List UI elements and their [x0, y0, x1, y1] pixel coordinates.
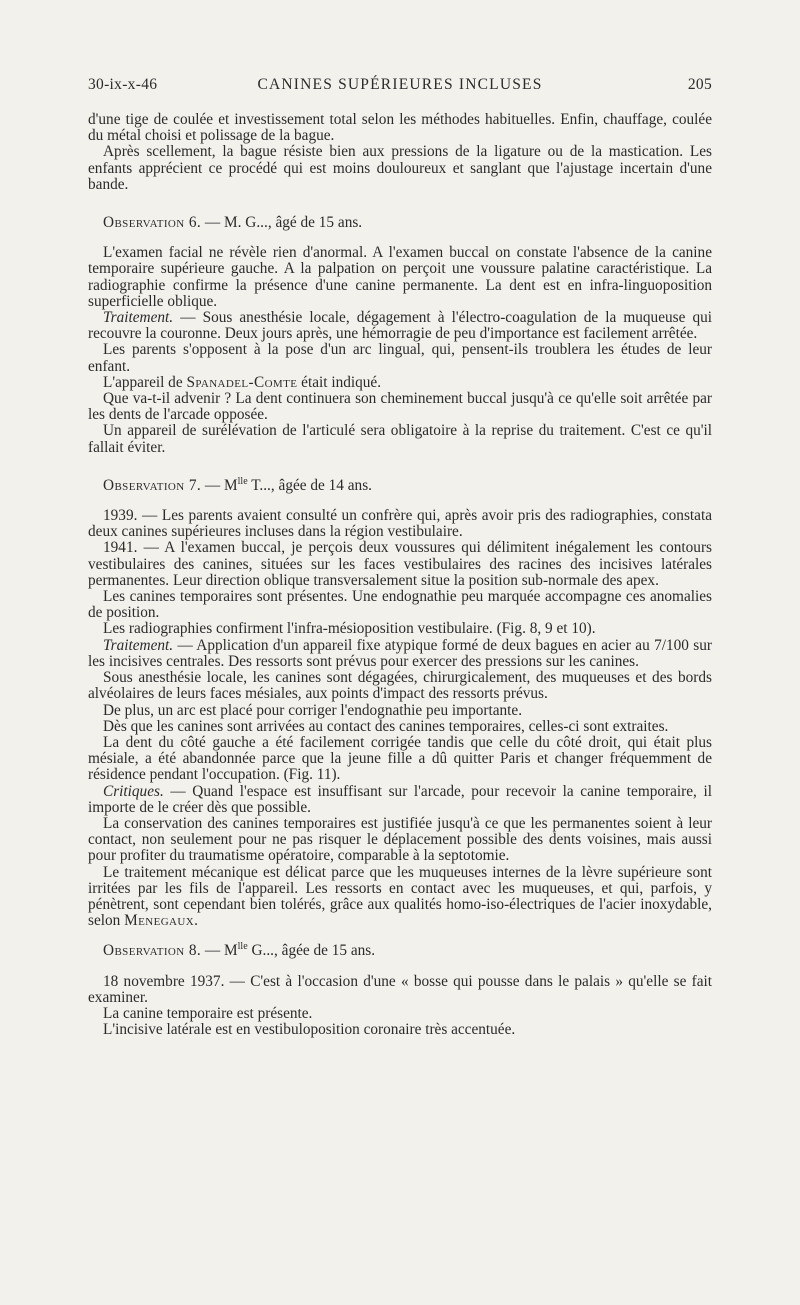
page-number: 205: [687, 76, 712, 93]
paragraph: Les radiographies confirment l'infra-mésioposition vestibulaire. (Fig. 8, 9 et 10).: [103, 620, 596, 638]
paragraph: Sous anesthésie locale, les canines sont dégagées, chirurgicalement, des muqueuses et des bords alvéolaires de leurs faces mésiales, aux points d'impact des ressorts prévus.: [88, 669, 712, 703]
observation-heading: Observation 8. — $M^{lle}$ G..., âgée de 15 ans.: [103, 941, 376, 960]
observation-heading: Observation 7. — $M^{lle}$ T..., âgée de 14 ans.: [103, 475, 372, 494]
author-name: Spanadel-Comte: [186, 373, 298, 391]
paragraph: Que va-t-il advenir ? La dent continuera son cheminement buccal jusqu'à ce qu'elle soit arrêtée par les dents de l'arcade opposée.: [88, 390, 712, 424]
paragraph: Un appareil de surélévation de l'articulé sera obligatoire à la reprise du traitement. C'est ce qu'il fallait éviter.: [88, 422, 712, 456]
paragraph: L'appareil de Spanadel-Comte était indiqué.: [103, 373, 382, 391]
paragraph: 1939. — Les parents avaient consulté un confrère qui, après avoir pris des radiographies, constata deux canines supérieures incluses dans la région vestibulaire.: [88, 507, 712, 541]
running-header: [88, 72, 712, 98]
treatment-label: Traitement.: [103, 309, 174, 327]
paragraph: Les parents s'opposent à la pose d'un arc lingual, qui, pensent-ils troublera les études de leur enfant.: [88, 341, 712, 375]
paragraph: De plus, un arc est placé pour corriger l'endognathie peu importante.: [103, 701, 523, 719]
paragraph: La dent du côté gauche a été facilement corrigée tandis que celle du côté droit, qui était plus mésiale, a été abandonnée parce que la jeune fille a dû quitter Paris et changer fréquemment de résidence pendant l'occupation. (Fig. 11).: [88, 733, 712, 784]
paragraph: d'une tige de coulée et investissement total selon les méthodes habituelles. Enfin, chauffage, coulée du métal choisi et polissage de la bague.: [88, 111, 712, 145]
paragraph: Critiques. — Quand l'espace est insuffisant sur l'arcade, pour recevoir la canine temporaire, il importe de le créer dès que possible.: [88, 782, 712, 816]
header-date: 30-ix-x-46: [88, 76, 158, 93]
paragraph: L'incisive latérale est en vestibuloposition coronaire très accentuée.: [103, 1021, 516, 1039]
paragraph: 18 novembre 1937. — C'est à l'occasion d'une « bosse qui pousse dans le palais » qu'elle se fait examiner.: [88, 972, 712, 1006]
paragraph: Traitement. — Application d'un appareil fixe atypique formé de deux bagues en acier au 7/100 sur les incisives centrales. Des ressorts sont prévus pour exercer des pressions sur les canines.: [88, 636, 712, 670]
author-name: Menegaux: [124, 912, 195, 930]
observation-heading: Observation 6. — M. G..., âgé de 15 ans.: [103, 214, 363, 232]
paragraph: Dès que les canines sont arrivées au contact des canines temporaires, celles-ci sont extraites.: [103, 717, 669, 735]
paragraph: Traitement. — Sous anesthésie locale, dégagement à l'électro-coagulation de la muqueuse qui recouvre la couronne. Deux jours après, une hémorragie de peu d'importance est facilement arrêtée.: [88, 309, 712, 343]
paragraph: Après scellement, la bague résiste bien aux pressions de la ligature ou de la mastication. Les enfants apprécient ce procédé qui est moins douloureux et sanglant que l'ajustage incertain d'une bande.: [88, 143, 712, 193]
paragraph: La conservation des canines temporaires est justifiée jusqu'à ce que les permanentes soient à leur contact, non seulement pour ne pas risquer le déplacement possible des dents voisines, mais aussi pour profiter du traumatisme opératoire, comparable à la septotomie.: [88, 814, 712, 865]
paragraph: La canine temporaire est présente.: [103, 1004, 313, 1022]
paragraph: L'examen facial ne révèle rien d'anormal. A l'examen buccal on constate l'absence de la canine temporaire supérieure gauche. A la palpation on perçoit une voussure palatine caractéristique. La radiographie confirme la présence d'une canine permanente. La dent est en infra-linguoposition superficielle oblique.: [88, 244, 712, 310]
paragraph: Les canines temporaires sont présentes. Une endognathie peu marquée accompagne ces anomalies de position.: [88, 588, 712, 622]
header-title: CANINES SUPÉRIEURES INCLUSES: [257, 76, 543, 93]
paragraph: 1941. — A l'examen buccal, je perçois deux voussures qui délimitent inégalement les contours vestibulaires des canines, situées sur les faces vestibulaires des racines des incisives latérales permanentes. Leur direction oblique transversalement situe la position sub-normale des apex.: [88, 539, 712, 589]
paragraph: Le traitement mécanique est délicat parce que les muqueuses internes de la lèvre supérieure sont irritées par les fils de l'appareil. Les ressorts en contact avec les muqueuses, et qui, parfois, y pénètrent, sont cependant bien tolérés, grâce aux qualités homo-iso-électriques de l'acier inoxydable, selon Menegaux.: [88, 863, 712, 930]
treatment-label: Traitement.: [103, 636, 174, 654]
critiques-label: Critiques.: [103, 782, 164, 800]
body-text: [88, 112, 712, 1038]
